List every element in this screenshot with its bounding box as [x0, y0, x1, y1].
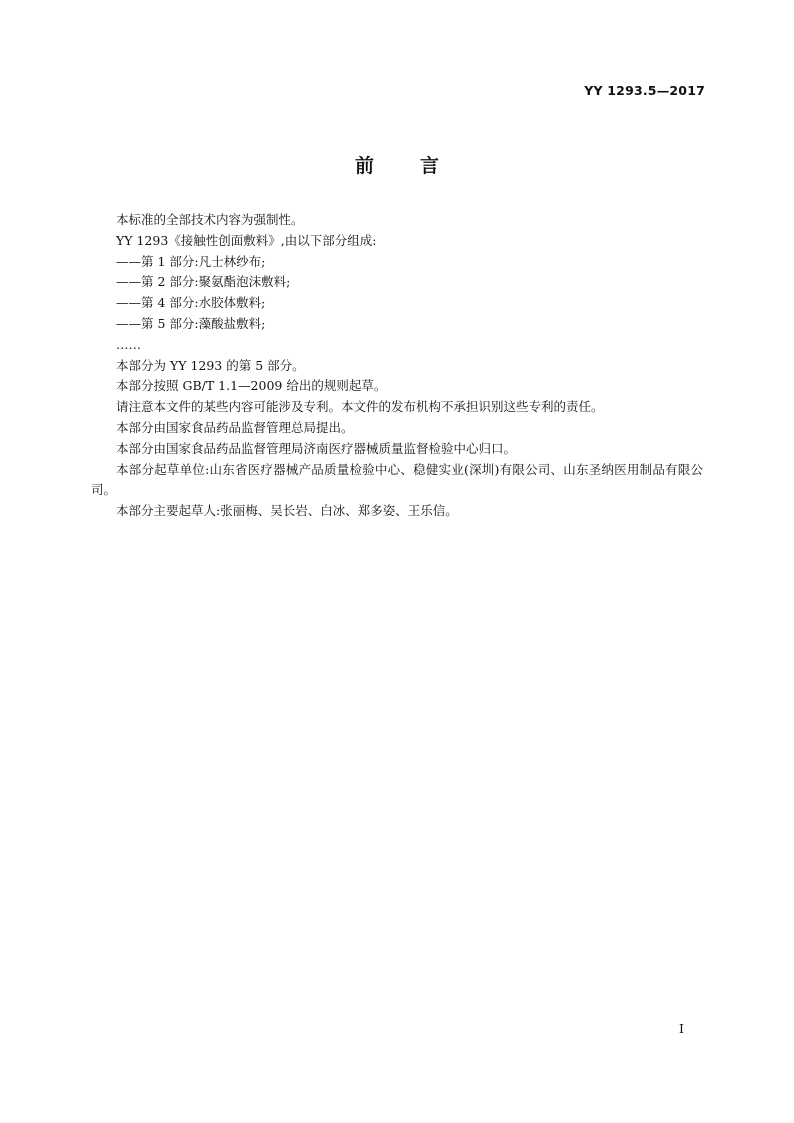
list-ellipsis: …… [116, 336, 141, 352]
list-item-part-5: ——第 5 部分:藻酸盐敷料; [116, 315, 266, 331]
page-number: I [679, 1021, 684, 1036]
paragraph-mandatory-statement: 本标准的全部技术内容为强制性。 [116, 212, 304, 227]
paragraph-patent-notice: 请注意本文件的某些内容可能涉及专利。本文件的发布机构不承担识别这些专利的责任。 [116, 399, 604, 415]
standard-number: YY 1293.5—2017 [584, 83, 705, 98]
list-item-part-2: ——第 2 部分:聚氨酯泡沫敷料; [116, 274, 291, 290]
paragraph-responsible-unit: 本部分由国家食品药品监督管理局济南医疗器械质量监督检验中心归口。 [116, 440, 517, 456]
paragraph-part-statement: 本部分为 YY 1293 的第 5 部分。 [116, 357, 305, 373]
paragraph-drafting-rules: 本部分按照 GB/T 1.1—2009 给出的规则起草。 [116, 378, 387, 394]
paragraph-drafters: 本部分主要起草人:张丽梅、吴长岩、白冰、郑多姿、王乐信。 [116, 503, 458, 519]
page-title: 前言 [354, 155, 485, 177]
paragraph-drafting-units: 本部分起草单位:山东省医疗器械产品质量检验中心、稳健实业(深圳)有限公司、山东圣纳医用制品有限公司。 [91, 461, 703, 498]
paragraph-series-intro: YY 1293《接触性创面敷料》,由以下部分组成: [116, 232, 377, 248]
paragraph-proposer: 本部分由国家食品药品监督管理总局提出。 [116, 419, 354, 435]
list-item-part-1: ——第 1 部分:凡士林纱布; [116, 253, 266, 269]
list-item-part-4: ——第 4 部分:水胶体敷料; [116, 295, 266, 311]
foreword-body [91, 210, 703, 522]
